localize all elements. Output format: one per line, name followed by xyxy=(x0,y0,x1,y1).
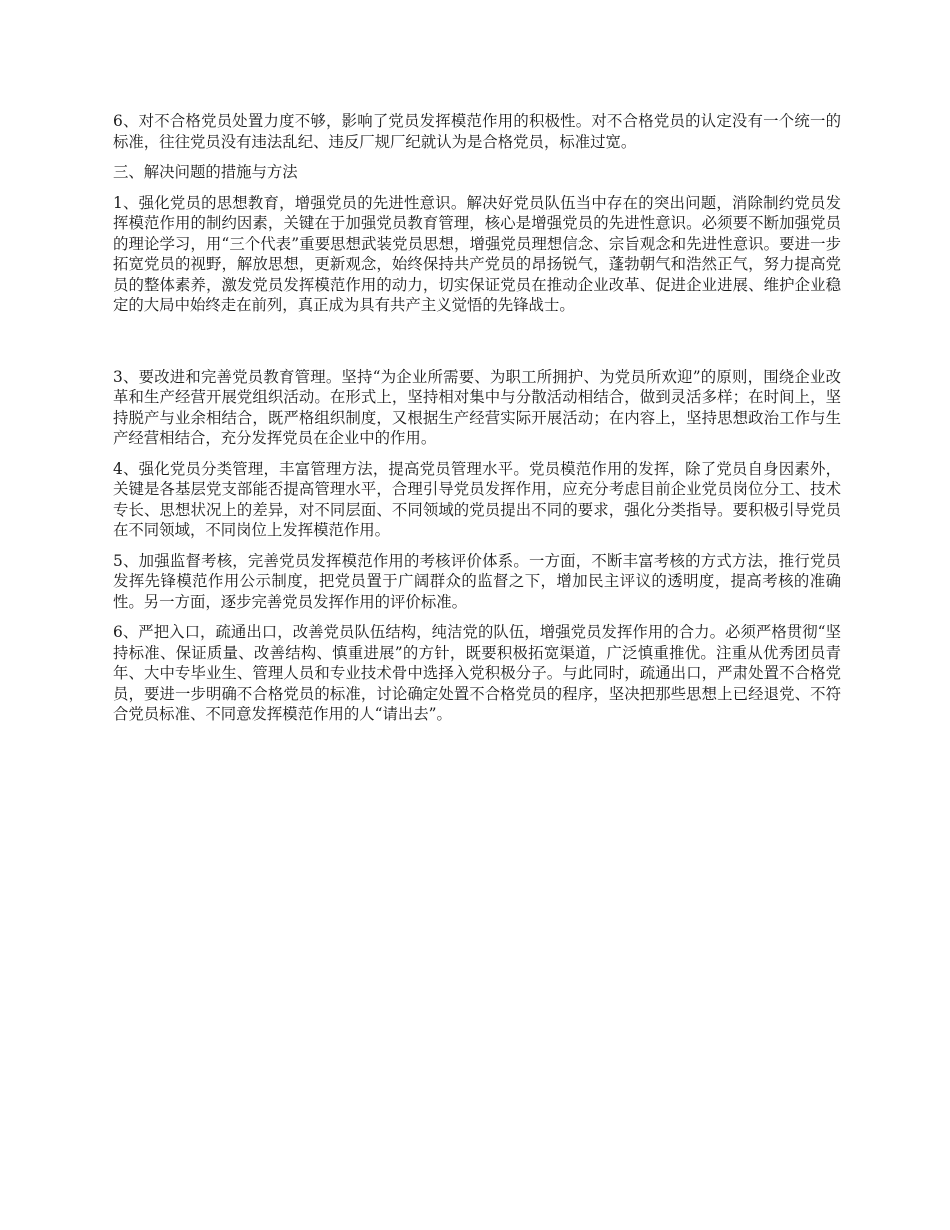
paragraph-measure-6: 6、严把入口，疏通出口，改善党员队伍结构，纯洁党的队伍，增强党员发挥作用的合力。必须严格贯彻“坚持标准、保证质量、改善结构、慎重进展”的方针，既要积极拓宽渠道，广泛慎重推优。注重从优秀团员青年、大中专毕业生、管理人员和专业技术骨中选择入党积极分子。与此同时，疏通出口，严肃处置不合格党员，要进一步明确不合格党员的标准，讨论确定处置不合格党员的程序，坚决把那些思想上已经退党、不符合党员标准、不同意发挥模范作用的人“请出去”。 xyxy=(113,623,841,723)
paragraph-problem-6: 6、对不合格党员处置力度不够，影响了党员发挥模范作用的积极性。对不合格党员的认定没有一个统一的标准，往往党员没有违法乱纪、违反厂规厂纪就认为是合格党员，标准过宽。 xyxy=(113,112,841,151)
document-body xyxy=(113,111,841,735)
paragraph-measure-5: 5、加强监督考核，完善党员发挥模范作用的考核评价体系。一方面，不断丰富考核的方式方法，推行党员发挥先锋模范作用公示制度，把党员置于广阔群众的监督之下，增加民主评议的透明度，提高考核的准确性。另一方面，逐步完善党员发挥作用的评价标准。 xyxy=(113,551,841,611)
paragraph-measure-1: 1、强化党员的思想教育，增强党员的先进性意识。解决好党员队伍当中存在的突出问题，消除制约党员发挥模范作用的制约因素，关键在于加强党员教育管理，核心是增强党员的先进性意识。必须要不断加强党员的理论学习，用“三个代表”重要思想武装党员思想，增强党员理想信念、宗旨观念和先进性意识。要进一步拓宽党员的视野，解放思想，更新观念，始终保持共产党员的昂扬锐气，蓬勃朝气和浩然正气，努力提高党员的整体素养，激发党员发挥模范作用的动力，切实保证党员在推动企业改革、促进企业进展、维护企业稳定的大局中始终走在前列，真正成为具有共产主义觉悟的先锋战士。 xyxy=(113,193,841,314)
section-heading: 三、解决问题的措施与方法 xyxy=(113,163,298,181)
blank-gap xyxy=(113,326,841,367)
paragraph-measure-3: 3、要改进和完善党员教育管理。坚持“为企业所需要、为职工所拥护、为党员所欢迎”的原则，围绕企业改革和生产经营开展党组织活动。在形式上，坚持相对集中与分散活动相结合，做到灵活多样；在时间上，坚持脱产与业余相结合，既严格组织制度，又根据生产经营实际开展活动；在内容上，坚持思想政治工作与生产经营相结合，充分发挥党员在企业中的作用。 xyxy=(113,367,841,447)
paragraph-measure-4: 4、强化党员分类管理，丰富管理方法，提高党员管理水平。党员模范作用的发挥，除了党员自身因素外，关键是各基层党支部能否提高管理水平，合理引导党员发挥作用，应充分考虑目前企业党员岗位分工、技术专长、思想状况上的差异，对不同层面、不同领域的党员提出不同的要求，强化分类指导。要积极引导党员在不同领域，不同岗位上发挥模范作用。 xyxy=(113,459,841,539)
